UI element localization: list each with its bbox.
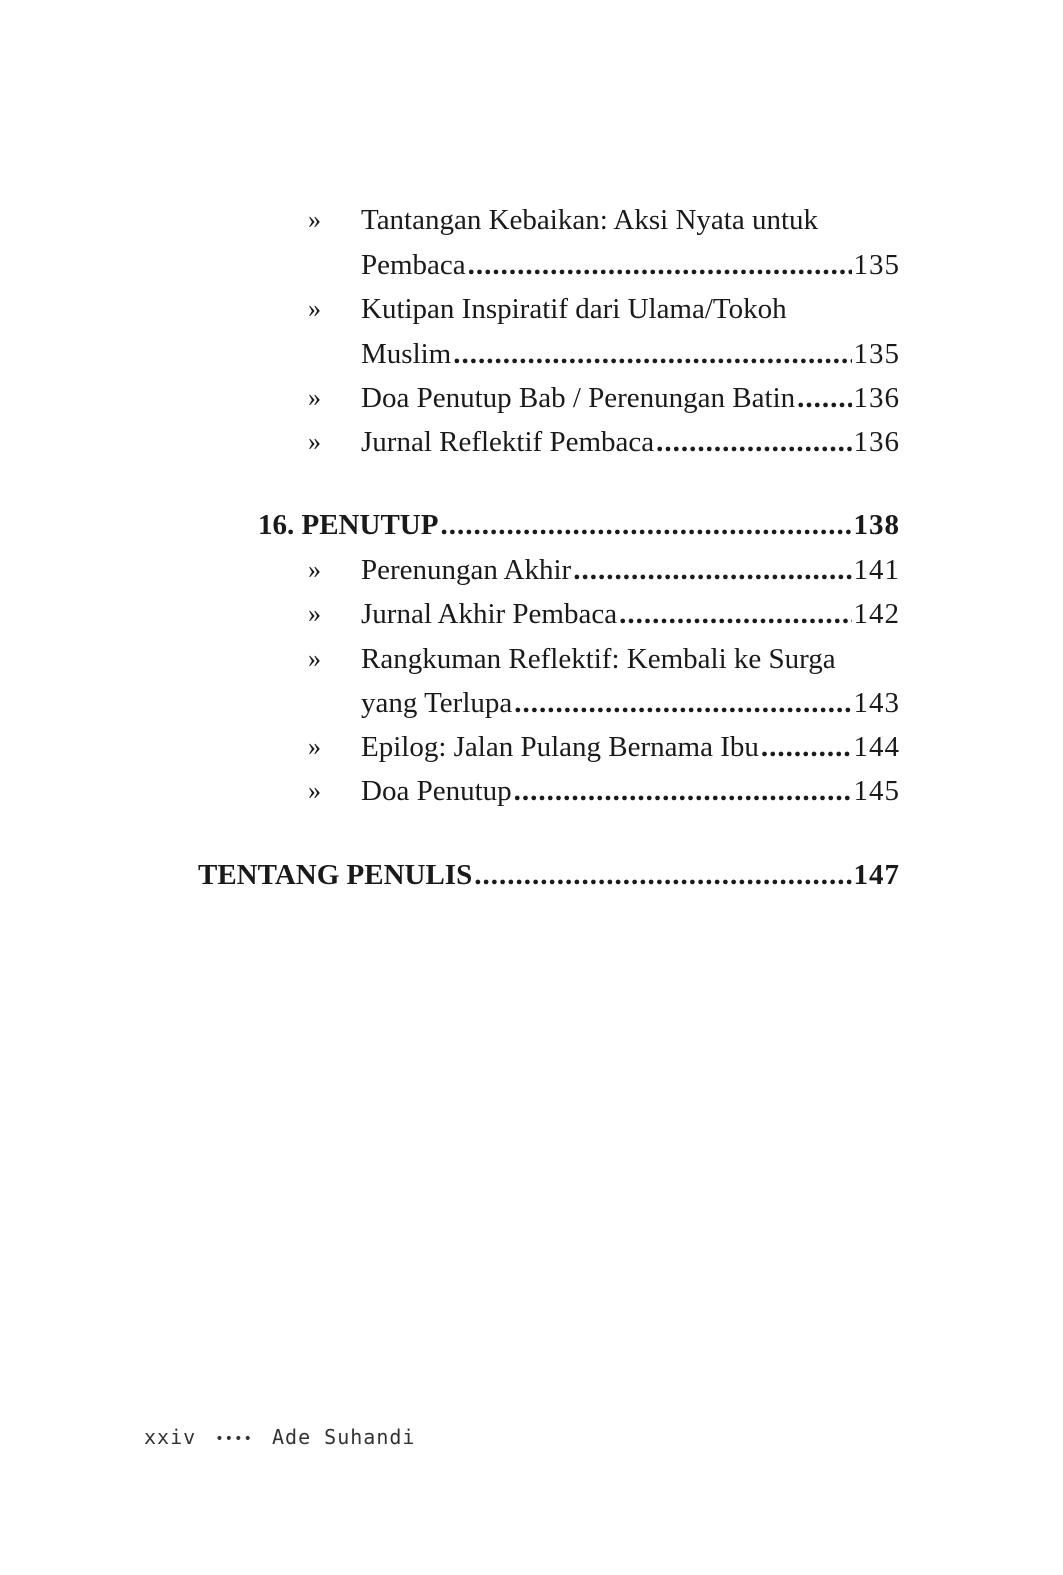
dot-leader — [453, 332, 851, 376]
toc-page-number: 147 — [853, 859, 900, 891]
dot-leader — [514, 681, 851, 725]
toc-about-author — [198, 853, 900, 897]
bullet-marker: » — [308, 205, 321, 234]
toc-entry-leader-line — [361, 681, 900, 725]
toc-entry-leader-line — [361, 376, 900, 420]
toc-entry-leader-line — [361, 592, 900, 636]
toc-entry-title: Tantangan Kebaikan: Aksi Nyata untuk — [361, 204, 819, 236]
toc-page-number: 143 — [853, 687, 900, 719]
dot-leader — [619, 592, 851, 636]
toc-entry-title-continued: yang Terlupa — [361, 687, 513, 719]
bullet-marker: » — [308, 427, 321, 456]
bullet-marker: » — [308, 599, 321, 628]
toc-entry-title: Rangkuman Reflektif: Kembali ke Surga — [361, 643, 836, 675]
toc-chapter-penutup — [258, 503, 900, 547]
toc-entry-title: Jurnal Reflektif Pembaca — [361, 426, 655, 458]
toc-entry-title: Epilog: Jalan Pulang Bernama Ibu — [361, 731, 759, 763]
dot-leader — [797, 376, 851, 420]
bullet-marker: » — [308, 555, 321, 584]
toc-entry-title: Doa Penutup — [361, 775, 512, 807]
toc-entry-leader-line — [361, 332, 900, 376]
dot-leader — [474, 853, 851, 897]
toc-chapter-title: 16. PENUTUP — [258, 509, 439, 541]
dot-leader — [440, 503, 851, 547]
bullet-marker: » — [308, 732, 321, 761]
toc-entry-leader-line — [361, 243, 900, 287]
toc-entry-title-continued: Pembaca — [361, 249, 466, 281]
bullet-marker: » — [308, 644, 321, 673]
toc-page-number: 135 — [853, 338, 900, 370]
toc-entry-leader-line — [361, 769, 900, 813]
toc-entry-leader-line — [361, 548, 900, 592]
bullet-marker: » — [308, 383, 321, 412]
toc-entry-title: Kutipan Inspiratif dari Ulama/Tokoh — [361, 293, 787, 325]
toc-page-number: 136 — [853, 382, 900, 414]
dot-leader — [656, 420, 851, 464]
bullet-marker: » — [308, 776, 321, 805]
toc-entry-title: Perenungan Akhir — [361, 554, 572, 586]
toc-entry-title-continued: Muslim — [361, 338, 452, 370]
toc-page-number: 142 — [853, 598, 900, 630]
dot-leader — [573, 548, 851, 592]
footer-author: Ade Suhandi — [271, 1425, 416, 1449]
toc-entry — [0, 287, 1063, 331]
bullet-marker: » — [308, 294, 321, 323]
toc-entry-title: Doa Penutup Bab / Perenungan Batin — [361, 382, 796, 414]
footer-separator: •••• — [215, 1430, 253, 1447]
toc-entry-title: Jurnal Akhir Pembaca — [361, 598, 618, 630]
toc-page-number: 141 — [853, 554, 900, 586]
toc-page-number: 138 — [853, 509, 900, 541]
toc-entry-leader-line — [361, 725, 900, 769]
dot-leader — [468, 243, 852, 287]
toc-entry-leader-line — [361, 420, 900, 464]
toc-chapter-title: TENTANG PENULIS — [198, 859, 473, 891]
toc-entry — [0, 637, 1063, 681]
toc-page-number: 144 — [853, 731, 900, 763]
page-footer — [144, 1425, 415, 1449]
toc-entry — [0, 198, 1063, 242]
toc-page-number: 135 — [853, 249, 900, 281]
toc-page-number: 145 — [853, 775, 900, 807]
dot-leader — [514, 769, 852, 813]
toc-page-number: 136 — [853, 426, 900, 458]
dot-leader — [761, 725, 852, 769]
footer-page-number: xxiv — [144, 1425, 197, 1449]
